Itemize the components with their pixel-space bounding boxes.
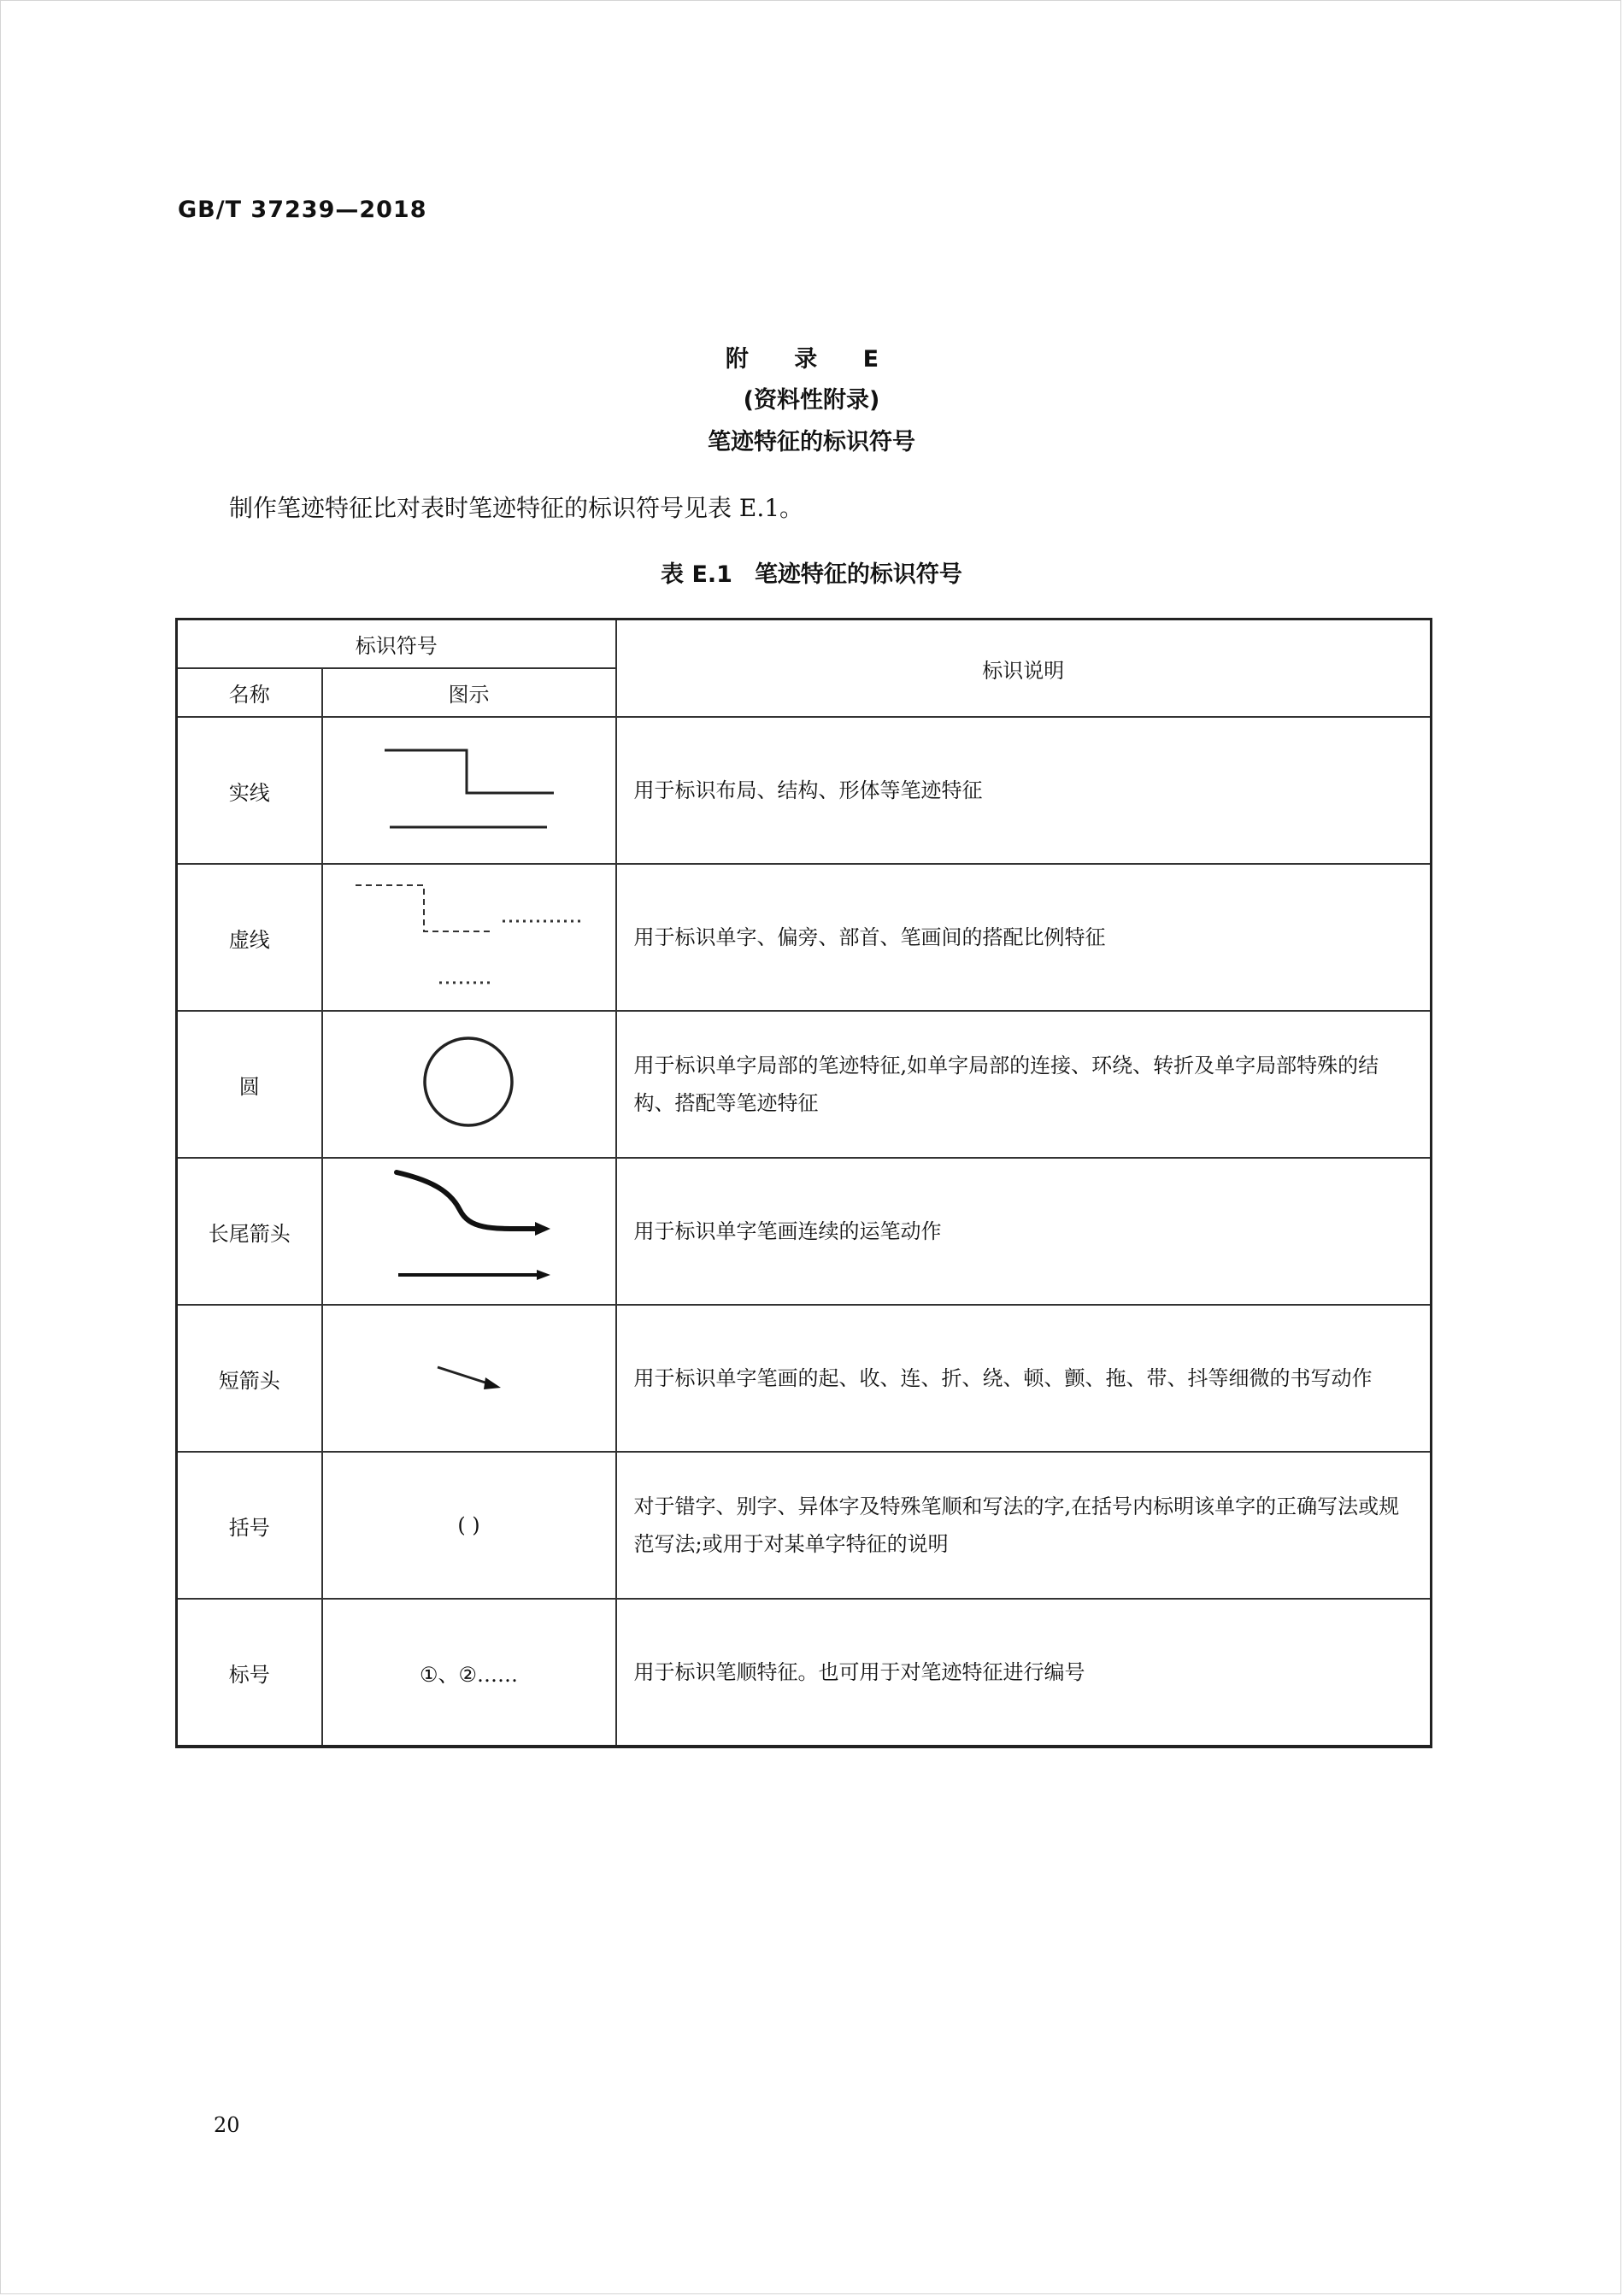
header-group-cell: 标识符号 (177, 620, 616, 669)
header-desc-cell: 标识说明 (616, 620, 1432, 718)
table-row (177, 1452, 1432, 1599)
symbol-figure (322, 717, 616, 864)
symbol-table (175, 618, 1432, 1748)
table-row (177, 1305, 1432, 1452)
intro-paragraph: 制作笔迹特征比对表时笔迹特征的标识符号见表 E.1。 (229, 494, 804, 522)
symbol-name: 长尾箭头 (177, 1158, 322, 1305)
symbol-name: 短箭头 (177, 1305, 322, 1452)
symbol-figure (322, 1158, 616, 1305)
symbol-figure (322, 864, 616, 1011)
symbol-description: 用于标识笔顺特征。也可用于对笔迹特征进行编号 (616, 1599, 1432, 1747)
table-row (177, 1599, 1432, 1747)
table-row (177, 1011, 1432, 1158)
dashed-line-icon (323, 865, 617, 1010)
symbol-name: 圆 (177, 1011, 322, 1158)
symbol-description: 用于标识布局、结构、形体等笔迹特征 (616, 717, 1432, 864)
symbol-description: 对于错字、别字、异体字及特殊笔顺和写法的字,在括号内标明该单字的正确写法或规范写法;或用于对某单字特征的说明 (616, 1452, 1432, 1599)
symbol-name: 实线 (177, 717, 322, 864)
symbol-figure (322, 1011, 616, 1158)
short-arrow-icon (323, 1306, 617, 1451)
table-caption (0, 555, 1623, 589)
symbol-name: 括号 (177, 1452, 322, 1599)
symbol-description: 用于标识单字笔画的起、收、连、折、绕、顿、颤、拖、带、抖等细微的书写动作 (616, 1305, 1432, 1452)
header-figure-cell: 图示 (322, 668, 616, 717)
symbol-figure-text: ①、②…… (322, 1599, 616, 1747)
annex-type: (资料性附录) (743, 387, 880, 414)
long-arrow-icon (323, 1159, 617, 1304)
symbol-figure (322, 1305, 616, 1452)
symbol-figure-text: ( ) (322, 1452, 616, 1599)
annex-title: 附 录 E (725, 346, 898, 373)
page-number: 20 (214, 2113, 240, 2137)
annex-subtitle: 笔迹特征的标识符号 (708, 429, 915, 455)
table-caption-number: 表 E.1 (661, 561, 732, 588)
solid-line-icon (323, 718, 617, 863)
table-caption-title: 笔迹特征的标识符号 (754, 561, 962, 588)
standard-code: GB/T 37239—2018 (178, 197, 427, 223)
symbol-description: 用于标识单字笔画连续的运笔动作 (616, 1158, 1432, 1305)
table-row (177, 864, 1432, 1011)
header-name-cell: 名称 (177, 668, 322, 717)
table-row (177, 1158, 1432, 1305)
symbol-description: 用于标识单字、偏旁、部首、笔画间的搭配比例特征 (616, 864, 1432, 1011)
symbol-name: 标号 (177, 1599, 322, 1747)
table-row (177, 717, 1432, 864)
symbol-name: 虚线 (177, 864, 322, 1011)
symbol-description: 用于标识单字局部的笔迹特征,如单字局部的连接、环绕、转折及单字局部特殊的结构、搭配等笔迹特征 (616, 1011, 1432, 1158)
circle-icon (323, 1012, 617, 1157)
